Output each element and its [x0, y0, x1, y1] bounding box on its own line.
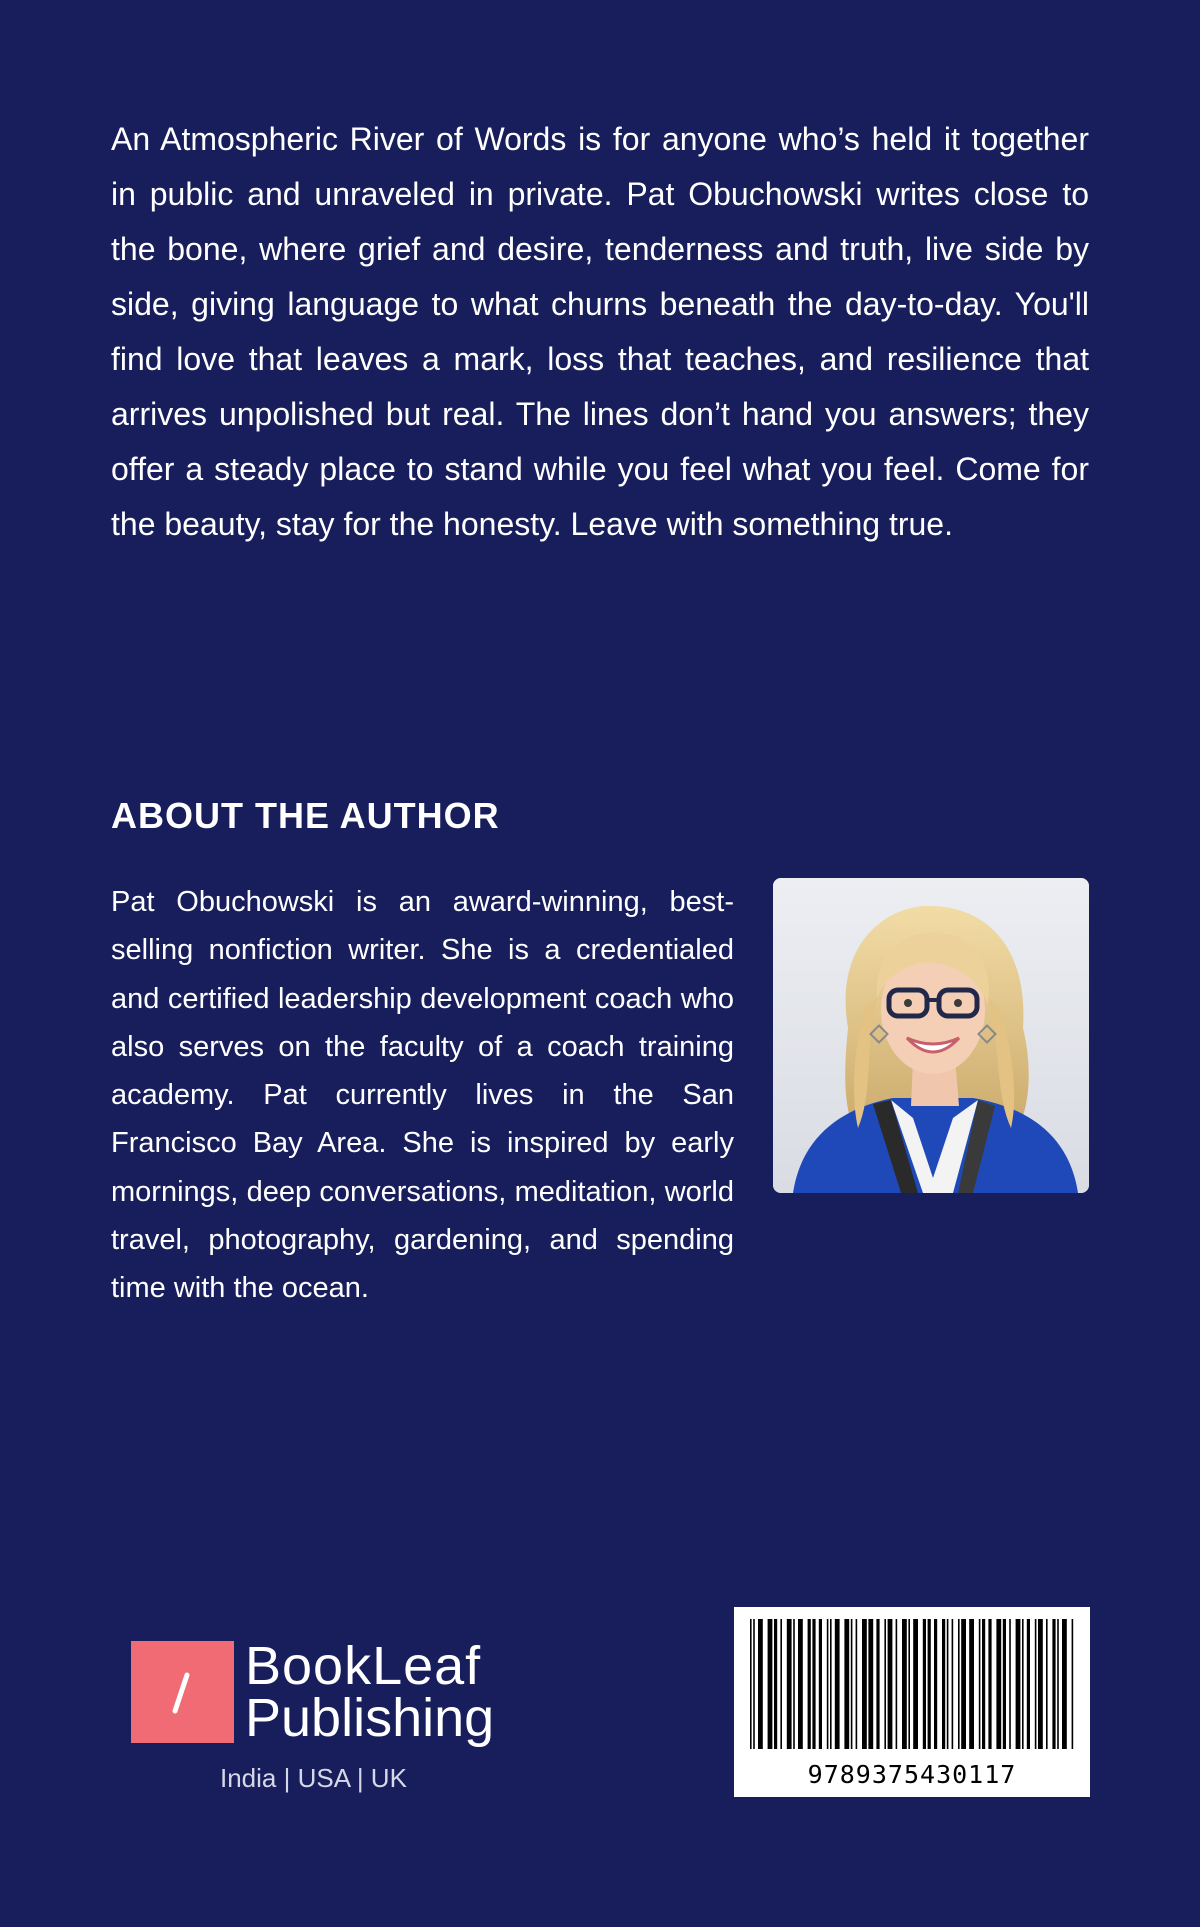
- isbn-number: 9789375430117: [807, 1760, 1017, 1789]
- publisher-regions: India | USA | UK: [220, 1763, 407, 1793]
- publisher-name-line1: BookLeaf: [245, 1636, 482, 1696]
- slash-icon: [131, 1641, 234, 1743]
- book-blurb: An Atmospheric River of Words is for anyone who’s held it together in public and unraveled in private. Pat Obuchowski writes close to the bone, where grief and desire, tenderness and truth, live side by side, giving language to what churns beneath the day-to-day. You'll find love that leaves a mark, loss that teaches, and resilience that arrives unpolished but real. The lines don’t hand you answers; they offer a steady place to stand while you feel what you feel. Come for the beauty, stay for the honesty. Leave with something true.: [111, 121, 1089, 542]
- publisher-logo: [131, 1636, 531, 1796]
- author-photo: [773, 878, 1089, 1193]
- publisher-name-line2: Publishing: [245, 1688, 495, 1748]
- barcode-bars: [734, 1607, 1090, 1757]
- author-bio: Pat Obuchowski is an award-winning, best-selling nonfiction writer. She is a credentialed and certified leadership development coach who also serves on the faculty of a coach training academy. Pat currently lives in the San Francisco Bay Area. She is inspired by early mornings, deep conversations, meditation, world travel, photography, gardening, and spending time with the ocean.: [111, 886, 734, 1305]
- about-author-heading: ABOUT THE AUTHOR: [111, 795, 500, 836]
- isbn-barcode: [734, 1607, 1090, 1797]
